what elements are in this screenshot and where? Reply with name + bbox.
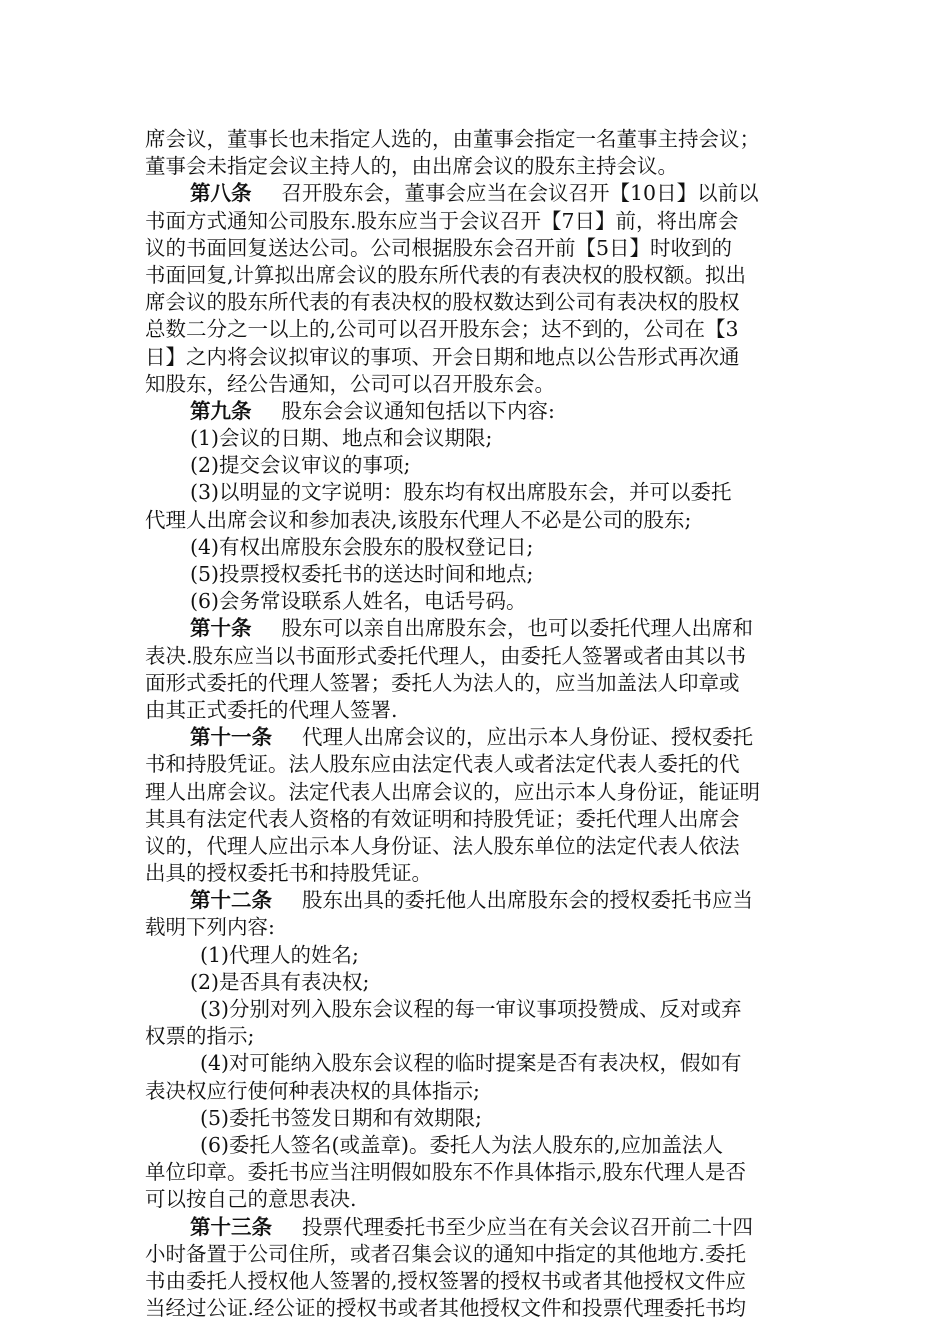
text-line <box>145 126 800 153</box>
text-line <box>145 534 800 561</box>
article-number: 第十三条 <box>190 1214 272 1239</box>
line-text: (2)提交会议审议的事项; <box>190 453 411 478</box>
article-heading-line <box>145 180 800 207</box>
line-text: 书面回复,计算拟出席会议的股东所代表的有表决权的股权额。拟出 <box>145 262 747 287</box>
text-line <box>145 697 800 724</box>
text-line <box>145 751 800 778</box>
line-text: 小时备置于公司住所，或者召集会议的通知中指定的其他地方.委托 <box>145 1241 747 1266</box>
line-text: 议的书面回复送达公司。公司根据股东会召开前【5日】时收到的 <box>145 235 733 260</box>
text-line <box>145 779 800 806</box>
line-text: 单位印章。委托书应当注明假如股东不作具体指示,股东代理人是否 <box>145 1160 747 1185</box>
line-text: (3)分别对列入股东会议程的每一审议事项投赞成、反对或弃 <box>200 997 742 1021</box>
article-heading-line <box>145 887 800 914</box>
text-line <box>145 1132 800 1159</box>
line-text: (2)是否具有表决权; <box>190 969 370 994</box>
text-line <box>145 425 800 452</box>
document-body <box>145 126 800 1322</box>
line-text: 日】之内将会议拟审议的事项、开会日期和地点以公告形式再次通 <box>145 344 740 369</box>
text-line <box>145 860 800 887</box>
text-line <box>145 1295 800 1322</box>
line-text: 表决.股东应当以书面形式委托代理人，由委托人签署或者由其以书 <box>145 643 747 668</box>
text-line <box>145 1023 800 1050</box>
text-line <box>145 996 800 1023</box>
text-line <box>145 235 800 262</box>
article-number: 第十一条 <box>190 725 272 750</box>
line-text: 书面方式通知公司股东.股东应当于会议召开【7日】前，将出席会 <box>145 208 739 233</box>
text-line <box>145 289 800 316</box>
text-line <box>145 1159 800 1186</box>
text-line <box>145 561 800 588</box>
line-text: 理人出席会议。法定代表人出席会议的，应出示本人身份证，能证明 <box>145 779 760 804</box>
text-line <box>145 914 800 941</box>
line-text: 股东出具的委托他人出席股东会的授权委托书应当 <box>302 888 753 913</box>
text-line <box>145 344 800 371</box>
text-line <box>145 1268 800 1295</box>
line-text: 代理人出席会议的，应出示本人身份证、授权委托 <box>302 725 753 750</box>
article-heading-line <box>145 398 800 425</box>
line-text: 议的，代理人应出示本人身份证、法人股东单位的法定代表人依法 <box>145 833 740 858</box>
article-number: 第十条 <box>190 616 252 641</box>
text-line <box>145 1241 800 1268</box>
line-text: 投票代理委托书至少应当在有关会议召开前二十四 <box>302 1214 753 1239</box>
line-text: 可以按自己的意思表决. <box>145 1187 357 1212</box>
line-text: (6)委托人签名(或盖章)。委托人为法人股东的,应加盖法人 <box>200 1132 724 1157</box>
line-text: (5)委托书签发日期和有效期限; <box>200 1105 482 1130</box>
text-line <box>145 643 800 670</box>
text-line <box>145 262 800 289</box>
line-text: 面形式委托的代理人签署；委托人为法人的，应当加盖法人印章或 <box>145 670 740 695</box>
line-text: 召开股东会，董事会应当在会议召开【10日】以前以 <box>281 181 759 206</box>
line-text: 权票的指示; <box>145 1024 255 1049</box>
line-text: 其具有法定代表人资格的有效证明和持股凭证；委托代理人出席会 <box>145 806 740 831</box>
text-line <box>145 833 800 860</box>
article-heading-line <box>145 1214 800 1241</box>
text-line <box>145 208 800 235</box>
line-text: 股东可以亲自出席股东会，也可以委托代理人出席和 <box>281 616 753 641</box>
line-text: (5)投票授权委托书的送达时间和地点; <box>190 562 534 586</box>
article-heading-line <box>145 724 800 751</box>
text-line <box>145 806 800 833</box>
text-line <box>145 1186 800 1213</box>
text-line <box>145 588 800 615</box>
line-text: 总数二分之一以上的,公司可以召开股东会；达不到的，公司在【3 <box>145 317 739 342</box>
text-line <box>145 1050 800 1077</box>
line-text: 表决权应行使何种表决权的具体指示; <box>145 1078 480 1103</box>
text-line <box>145 507 800 534</box>
text-line <box>145 1105 800 1132</box>
line-text: 出具的授权委托书和持股凭证。 <box>145 861 432 886</box>
line-text: 代理人出席会议和参加表决,该股东代理人不必是公司的股东; <box>145 507 692 532</box>
line-text: (1)会议的日期、地点和会议期限; <box>190 426 493 451</box>
text-line <box>145 452 800 479</box>
text-line <box>145 670 800 697</box>
article-number: 第九条 <box>190 398 252 423</box>
text-line <box>145 1078 800 1105</box>
line-text: 当经过公证.经公证的授权书或者其他授权文件和投票代理委托书均 <box>145 1296 747 1321</box>
text-line <box>145 479 800 506</box>
line-text: 知股东，经公告通知，公司可以召开股东会。 <box>145 371 555 396</box>
text-line <box>145 316 800 343</box>
text-line <box>145 153 800 180</box>
article-number: 第八条 <box>190 181 252 206</box>
line-text: (3)以明显的文字说明：股东均有权出席股东会，并可以委托 <box>190 480 732 505</box>
line-text: (6)会务常设联系人姓名，电话号码。 <box>190 589 527 614</box>
line-text: (4)有权出席股东会股东的股权登记日; <box>190 534 534 559</box>
text-line <box>145 371 800 398</box>
line-text: (4)对可能纳入股东会议程的临时提案是否有表决权，假如有 <box>200 1051 742 1076</box>
article-heading-line <box>145 615 800 642</box>
line-text: 由其正式委托的代理人签署. <box>145 697 398 722</box>
line-text: 席会议，董事长也未指定人选的，由董事会指定一名董事主持会议； <box>145 127 760 151</box>
line-text: 席会议的股东所代表的有表决权的股权数达到公司有表决权的股权 <box>145 290 740 315</box>
line-text: 股东会会议通知包括以下内容: <box>281 398 555 423</box>
line-text: 书和持股凭证。法人股东应由法定代表人或者法定代表人委托的代 <box>145 752 740 777</box>
line-text: 董事会未指定会议主持人的，由出席会议的股东主持会议。 <box>145 154 678 179</box>
article-number: 第十二条 <box>190 888 272 913</box>
line-text: 载明下列内容: <box>145 915 275 940</box>
text-line <box>145 942 800 969</box>
line-text: (1)代理人的姓名; <box>200 942 359 967</box>
line-text: 书由委托人授权他人签署的,授权签署的授权书或者其他授权文件应 <box>145 1268 747 1293</box>
text-line <box>145 969 800 996</box>
